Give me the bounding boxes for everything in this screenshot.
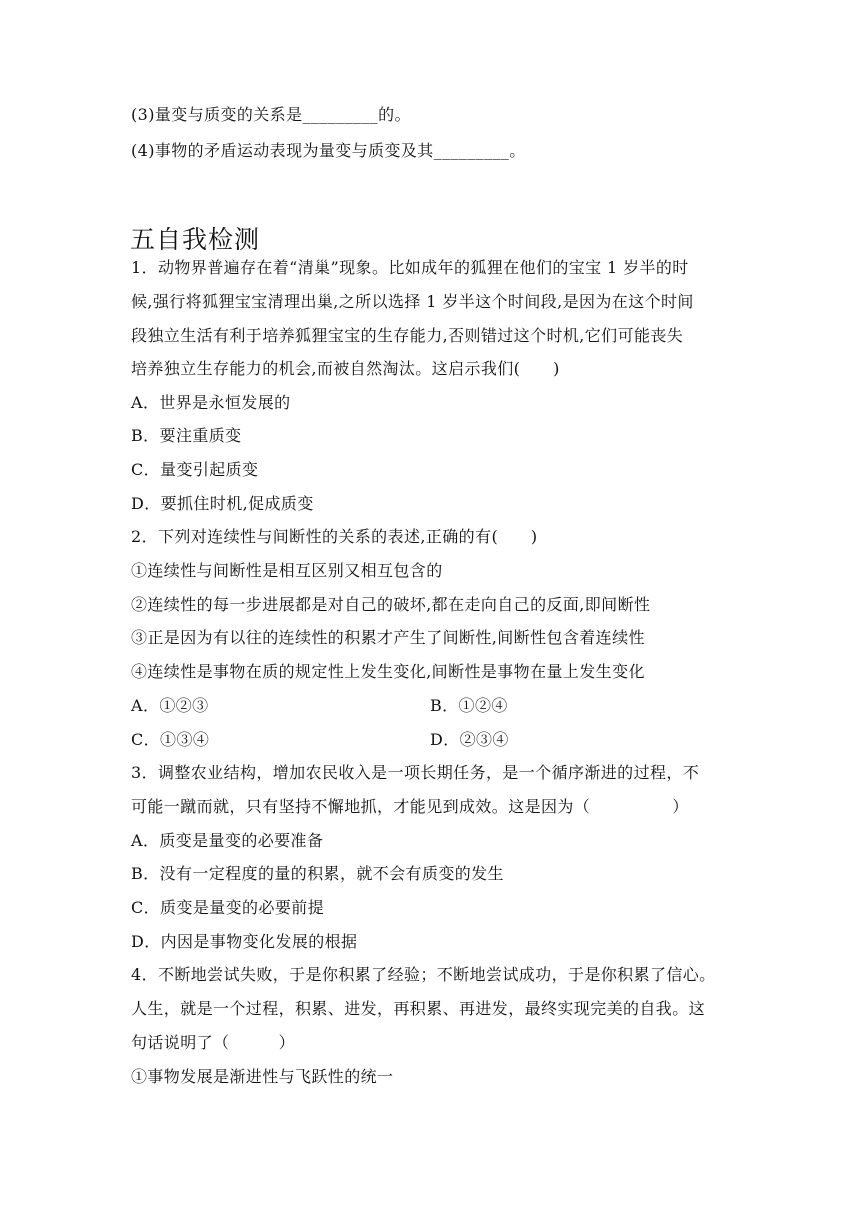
q4-stem-line: 句话说明了（ ） — [131, 1033, 296, 1052]
q1-option-d: D．要抓住时机,促成质变 — [131, 494, 314, 513]
q2-option-b: B．①②④ — [430, 696, 508, 715]
q1-option-a: A．世界是永恒发展的 — [131, 393, 291, 412]
fill-in-item-3: (3)量变与质变的关系是_________的。 — [131, 105, 411, 124]
q3-option-d: D．内因是事物变化发展的根据 — [131, 932, 358, 951]
q1-stem-line: 1．动物界普遍存在着“清巢”现象。比如成年的狐狸在他们的宝宝 1 岁半的时 — [131, 258, 689, 277]
q2-statement-3: ③正是因为有以往的连续性的积累才产生了间断性,间断性包含着连续性 — [131, 628, 645, 647]
section-title: 五自我检测 — [130, 225, 261, 254]
q2-option-c: C．①③④ — [131, 730, 210, 749]
q4-stem-line: 4．不断地尝试失败，于是你积累了经验；不断地尝试成功，于是你积累了信心。 — [131, 965, 716, 984]
q2-stem: 2．下列对连续性与间断性的关系的表述,正确的有( ) — [131, 527, 538, 546]
q3-option-a: A．质变是量变的必要准备 — [131, 831, 324, 850]
q2-option-d: D．②③④ — [430, 730, 509, 749]
q1-option-c: C．量变引起质变 — [131, 460, 259, 479]
q1-stem-line: 培养独立生存能力的机会,而被自然淘汰。这启示我们( ) — [131, 359, 560, 378]
q2-option-a: A．①②③ — [131, 696, 209, 715]
q3-stem-line: 3．调整农业结构，增加农民收入是一项长期任务，是一个循序渐进的过程，不 — [131, 763, 700, 782]
q4-statement-1: ①事物发展是渐进性与飞跃性的统一 — [131, 1067, 394, 1086]
q3-stem-line: 可能一蹴而就，只有坚持不懈地抓，才能见到成效。这是因为（ ） — [131, 797, 689, 816]
q1-option-b: B．要注重质变 — [131, 426, 242, 445]
q4-stem-line: 人生，就是一个过程，积累、进发，再积累、再进发，最终实现完美的自我。这 — [131, 999, 706, 1018]
q1-stem-line: 候,强行将狐狸宝宝清理出巢,之所以选择 1 岁半这个时间段,是因为在这个时间 — [131, 292, 694, 311]
q3-option-b: B．没有一定程度的量的积累，就不会有质变的发生 — [131, 864, 504, 883]
q3-option-c: C．质变是量变的必要前提 — [131, 898, 325, 917]
q2-statement-4: ④连续性是事物在质的规定性上发生变化,间断性是事物在量上发生变化 — [131, 662, 645, 681]
q1-stem-line: 段独立生活有利于培养狐狸宝宝的生存能力,否则错过这个时机,它们可能丧失 — [131, 326, 684, 345]
q2-statement-2: ②连续性的每一步进展都是对自己的破坏,都在走向自己的反面,即间断性 — [131, 595, 651, 614]
fill-in-item-4: (4)事物的矛盾运动表现为量变与质变及其_________。 — [131, 141, 526, 160]
q2-statement-1: ①连续性与间断性是相互区别又相互包含的 — [131, 561, 443, 580]
